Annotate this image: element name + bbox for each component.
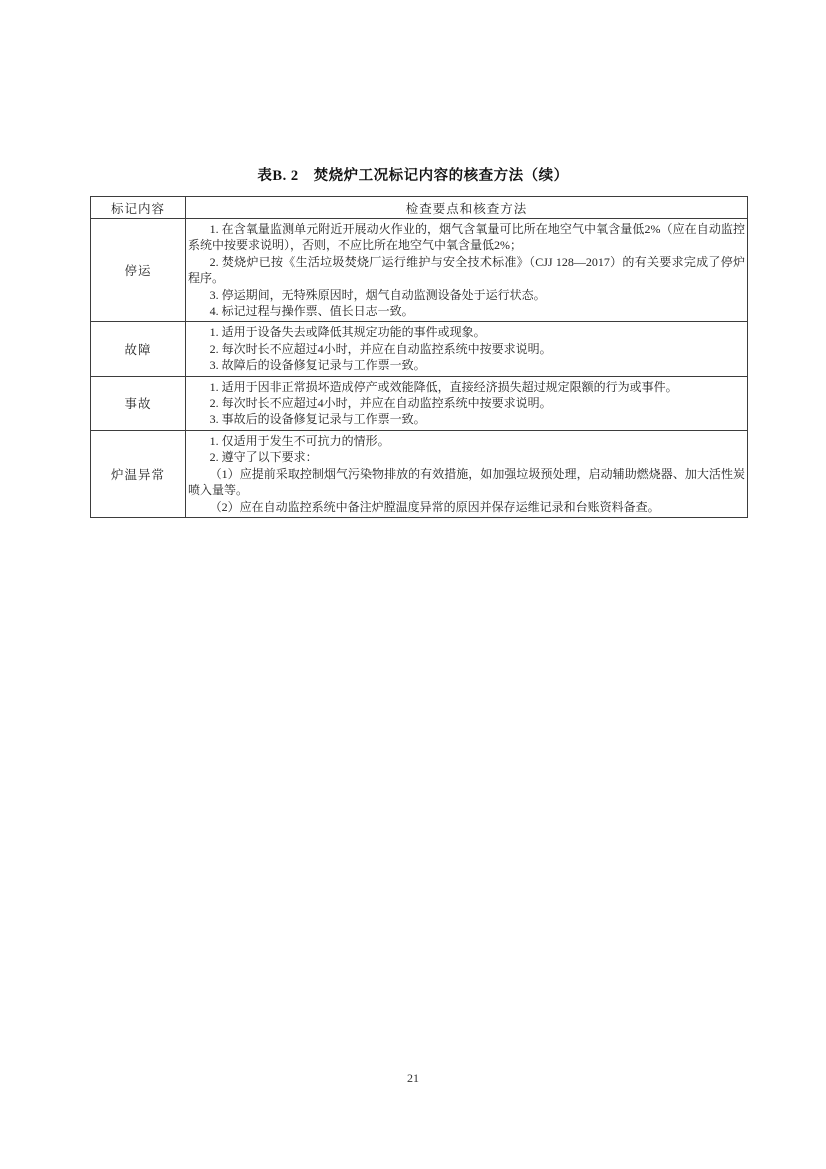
method-item: 2. 遵守了以下要求： [209, 450, 318, 465]
row-check-items [186, 322, 748, 376]
method-item: 3. 事故后的设备修复记录与工作票一致。 [209, 412, 426, 427]
page-number: 21 [407, 1071, 419, 1085]
method-item: （2）应在自动监控系统中备注炉膛温度异常的原因并保存运维记录和台账资料备查。 [209, 499, 660, 514]
row-label: 炉温异常 [91, 430, 186, 517]
table-body [91, 197, 748, 518]
method-item: 2. 每次时长不应超过4小时，并应在自动监控系统中按要求说明。 [209, 396, 552, 411]
method-item: 4. 标记过程与操作票、值长日志一致。 [209, 304, 414, 319]
row-label: 故障 [91, 322, 186, 376]
row-check-items [186, 430, 748, 517]
header-check-method: 检查要点和核查方法 [186, 197, 748, 219]
method-item: （1）应提前采取控制烟气污染物排放的有效措施，如加强垃圾预处理，启动辅助燃烧器、加大活性炭喷入量等。 [188, 466, 745, 498]
row-check-items [186, 219, 748, 322]
method-item: 1. 适用于因非正常损坏造成停产或效能降低，直接经济损失超过规定限额的行为或事件。 [209, 379, 678, 394]
header-mark-content: 标记内容 [91, 197, 186, 219]
table-row [91, 376, 748, 430]
table-row [91, 430, 748, 517]
row-label: 停运 [91, 219, 186, 322]
row-label: 事故 [91, 376, 186, 430]
table-row [91, 219, 748, 322]
table-header-row [91, 197, 748, 219]
method-item: 2. 焚烧炉已按《生活垃圾焚烧厂运行维护与安全技术标准》（CJJ 128—2017）的有关要求完成了停炉程序。 [188, 254, 745, 286]
method-item: 1. 在含氧量监测单元附近开展动火作业的，烟气含氧量可比所在地空气中氧含量低2%（应在自动监控系统中按要求说明），否则，不应比所在地空气中氧含量低2%； [188, 222, 745, 253]
method-item: 3. 故障后的设备修复记录与工作票一致。 [209, 358, 426, 373]
verification-table [90, 196, 748, 518]
method-item: 2. 每次时长不应超过4小时，并应在自动监控系统中按要求说明。 [209, 341, 552, 356]
table-caption: 表B. 2 焚烧炉工况标记内容的核查方法（续） [257, 168, 569, 184]
row-check-items [186, 376, 748, 430]
method-item: 3. 停运期间，无特殊原因时，烟气自动监测设备处于运行状态。 [209, 287, 546, 302]
method-item: 1. 适用于设备失去或降低其规定功能的事件或现象。 [209, 325, 486, 340]
method-item: 1. 仅适用于发生不可抗力的情形。 [209, 433, 390, 448]
table-row [91, 322, 748, 376]
